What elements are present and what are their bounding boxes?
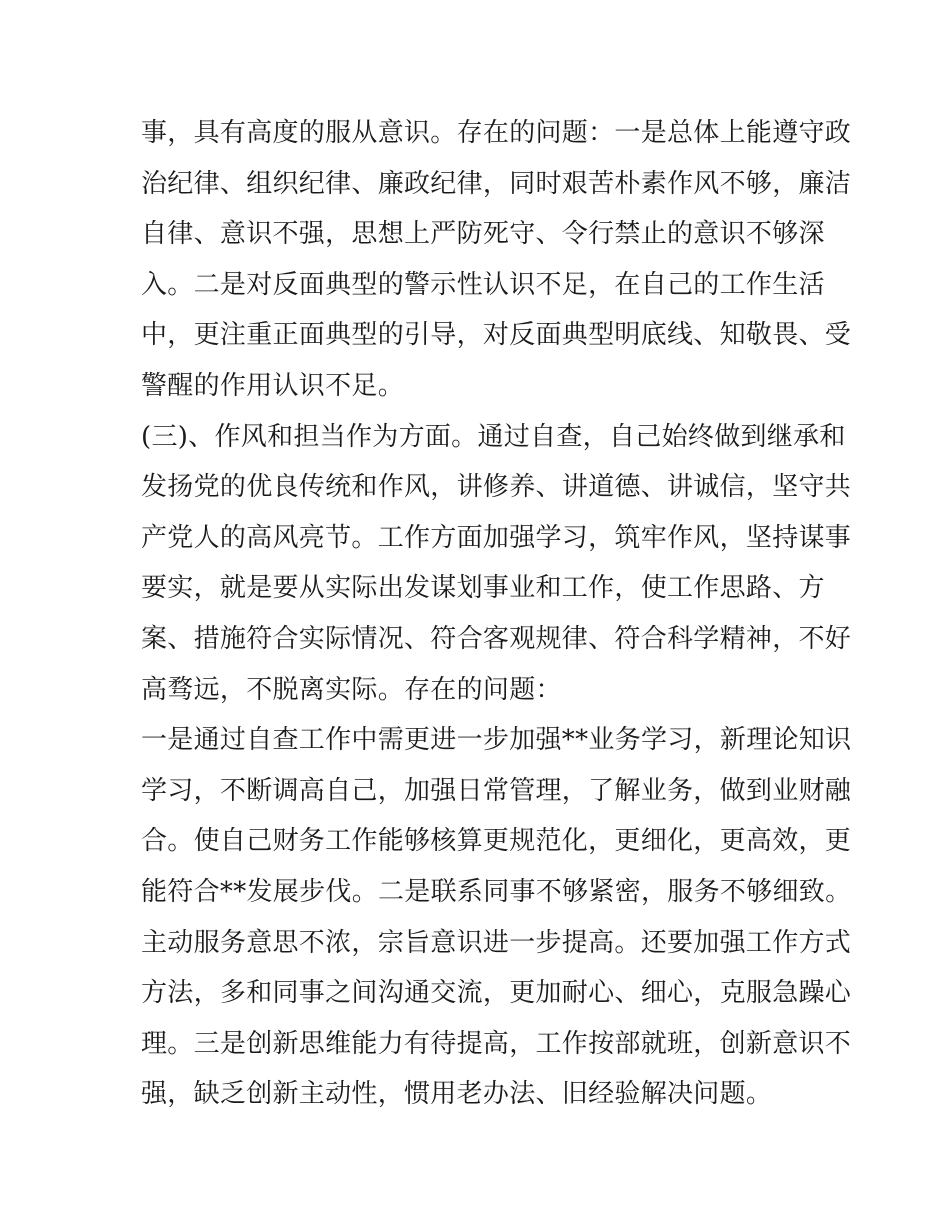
body-text — [141, 108, 852, 1120]
text-line: 能符合**发展步伐。二是联系同事不够紧密，服务不够细致。 — [141, 876, 852, 907]
text-line: 产党人的高风亮节。工作方面加强学习，筑牢作风，坚持谋事 — [141, 522, 852, 553]
text-line: 中，更注重正面典型的引导，对反面典型明底线、知敬畏、受 — [141, 320, 852, 351]
section-heading-line: (三)、作风和担当作为方面。通过自查，自己始终做到继承和 — [141, 421, 846, 452]
text-line: 一是通过自查工作中需更进一步加强**业务学习，新理论知识 — [141, 725, 852, 756]
text-line: 学习，不断调高自己，加强日常管理，了解业务，做到业财融 — [141, 775, 852, 806]
text-line: 警醒的作用认识不足。 — [141, 370, 405, 401]
text-line: 事，具有高度的服从意识。存在的问题：一是总体上能遵守政 — [141, 118, 852, 148]
text-line: 自律、意识不强，思想上严防死守、令行禁止的意识不够深 — [141, 219, 825, 250]
text-line: 主动服务意思不浓，宗旨意识进一步提高。还要加强工作方式 — [141, 927, 852, 958]
text-line: 方法，多和同事之间沟通交流，更加耐心、细心，克服急躁心 — [141, 978, 852, 1009]
text-line: 发扬党的优良传统和作风，讲修养、讲道德、讲诚信，坚守共 — [141, 472, 852, 503]
text-line: 合。使自己财务工作能够核算更规范化，更细化，更高效，更 — [141, 826, 852, 857]
text-line: 入。二是对反面典型的警示性认识不足，在自己的工作生活 — [141, 269, 825, 300]
text-line: 理。三是创新思维能力有待提高，工作按部就班，创新意识不 — [141, 1028, 852, 1059]
text-line: 治纪律、组织纪律、廉政纪律，同时艰苦朴素作风不够，廉洁 — [141, 168, 852, 199]
text-line: 案、措施符合实际情况、符合客观规律、符合科学精神，不好 — [141, 623, 852, 654]
text-line: 高骛远，不脱离实际。存在的问题： — [141, 674, 562, 705]
text-line: 要实，就是要从实际出发谋划事业和工作，使工作思路、方 — [141, 573, 825, 604]
text-line: 强，缺乏创新主动性，惯用老办法、旧经验解决问题。 — [141, 1079, 773, 1110]
